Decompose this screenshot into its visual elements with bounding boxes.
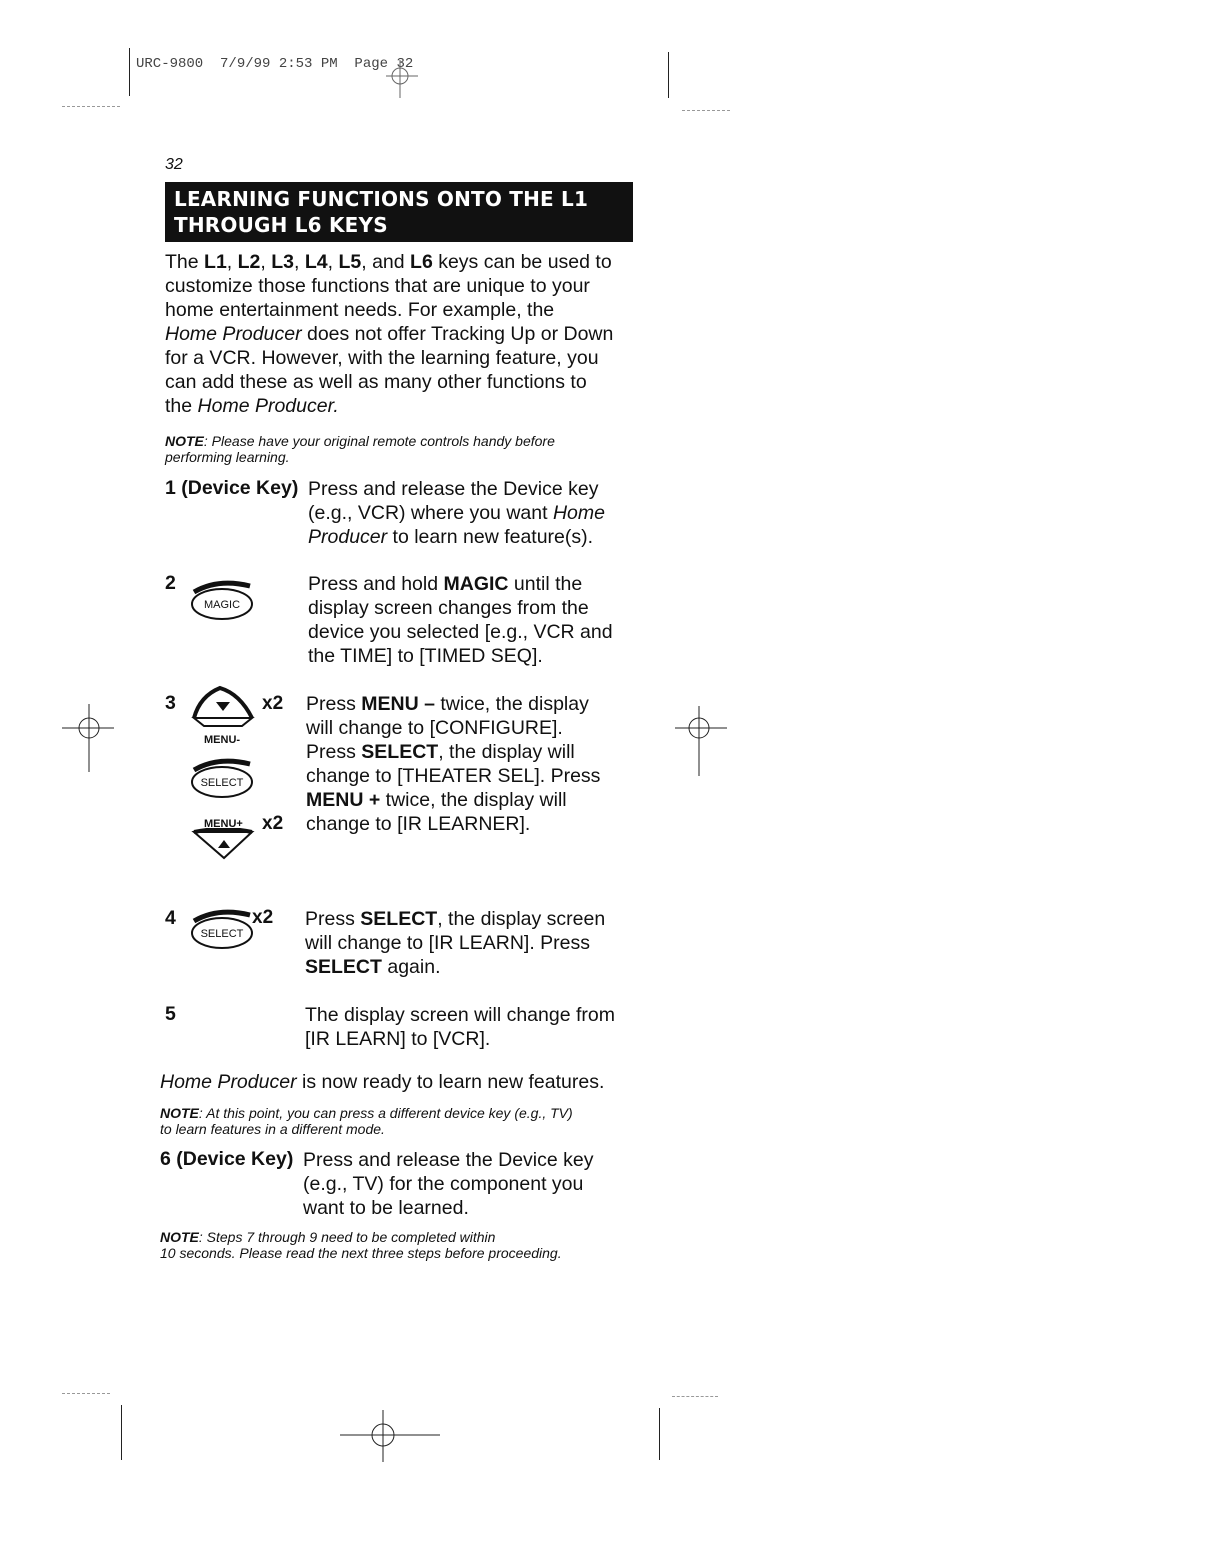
menu-minus-label: MENU- — [204, 734, 241, 746]
crop-dash-top-right — [682, 110, 730, 111]
crop-dash-bottom-right — [672, 1396, 718, 1397]
registration-mark-right — [675, 706, 727, 776]
step-4-number: 4 — [165, 907, 176, 929]
menu-plus-label: MENU+ — [204, 818, 243, 830]
intro-line-4: Home Producer does not offer Tracking Up or Down — [165, 323, 614, 345]
step-1-label: 1 (Device Key) — [165, 477, 299, 499]
step-3-repeat-1: x2 — [262, 693, 284, 714]
select-key-icon-step-4 — [188, 907, 260, 953]
intro-line-3: home entertainment needs. For example, the — [165, 299, 555, 321]
select-key-icon — [188, 756, 260, 802]
menu-minus-key-icon — [190, 684, 256, 728]
crop-dash-bottom-left — [62, 1393, 110, 1394]
intro-line-6: can add these as well as many other functions to — [165, 371, 587, 393]
intro-paragraph — [165, 250, 645, 418]
step-6-text: Press and release the Device key (e.g., TV) for the component you want to be learned. — [303, 1149, 594, 1219]
crop-line-bottom-left — [121, 1405, 122, 1460]
step-2-number: 2 — [165, 572, 176, 594]
ready-statement: Home Producer is now ready to learn new features. — [160, 1071, 605, 1093]
registration-mark-left — [62, 704, 114, 772]
step-5-number: 5 — [165, 1003, 176, 1025]
note-original-remotes: NOTE: Please have your original remote controls handy before performing learning. — [165, 433, 555, 465]
crop-dash-top-left — [62, 106, 120, 107]
intro-line-2: customize those functions that are unique to your — [165, 275, 590, 297]
intro-line-5: for a VCR. However, with the learning feature, you — [165, 347, 599, 369]
note-different-device: NOTE: At this point, you can press a different device key (e.g., TV) to learn features in a different mode. — [160, 1105, 573, 1137]
step-4-repeat: x2 — [252, 907, 274, 928]
magic-key-icon — [188, 578, 260, 624]
section-title — [165, 182, 633, 242]
step-5-text: The display screen will change from [IR LEARN] to [VCR]. — [305, 1004, 615, 1050]
note-time-limit: NOTE: Steps 7 through 9 need to be completed within 10 seconds. Please read the next three steps before proceeding. — [160, 1229, 562, 1261]
step-6-label: 6 (Device Key) — [160, 1148, 294, 1170]
section-title-line-1: LEARNING FUNCTIONS ONTO THE L1 — [174, 187, 589, 211]
intro-line-7: the Home Producer. — [165, 395, 339, 417]
crop-line-top-right — [668, 52, 669, 98]
crop-line-top-left — [129, 48, 130, 96]
section-title-line-2: THROUGH L6 KEYS — [174, 213, 388, 237]
magic-key-label: MAGIC — [203, 599, 241, 611]
select-key-label-step-4: SELECT — [200, 928, 244, 940]
step-3-repeat-2: x2 — [262, 813, 284, 834]
step-3-number: 3 — [165, 692, 176, 714]
menu-plus-key-icon — [190, 828, 256, 862]
crop-line-bottom-right — [659, 1408, 660, 1460]
crop-header: URC-9800 7/9/99 2:53 PM Page 32 — [136, 56, 414, 72]
step-2-text: Press and hold MAGIC until the display screen changes from the device you selected [e.g., VCR and the TIME] to [TIMED SEQ]. — [308, 573, 613, 667]
step-4-text: Press SELECT, the display screen will change to [IR LEARN]. Press SELECT again. — [305, 908, 606, 978]
intro-line-1: The L1, L2, L3, L4, L5, and L6 keys can be used to — [165, 251, 612, 273]
page-number: 32 — [165, 156, 183, 173]
select-key-label: SELECT — [200, 777, 244, 789]
registration-mark-bottom — [340, 1410, 440, 1462]
step-1-text: Press and release the Device key (e.g., VCR) where you want Home Producer to learn new feature(s). — [308, 478, 605, 548]
step-3-text: Press MENU – twice, the display will change to [CONFIGURE]. Press SELECT, the display will change to [THEATER SEL]. Press MENU + twice, the display will change to [IR LEARNER]. — [306, 693, 601, 835]
registration-mark-top — [380, 60, 420, 100]
